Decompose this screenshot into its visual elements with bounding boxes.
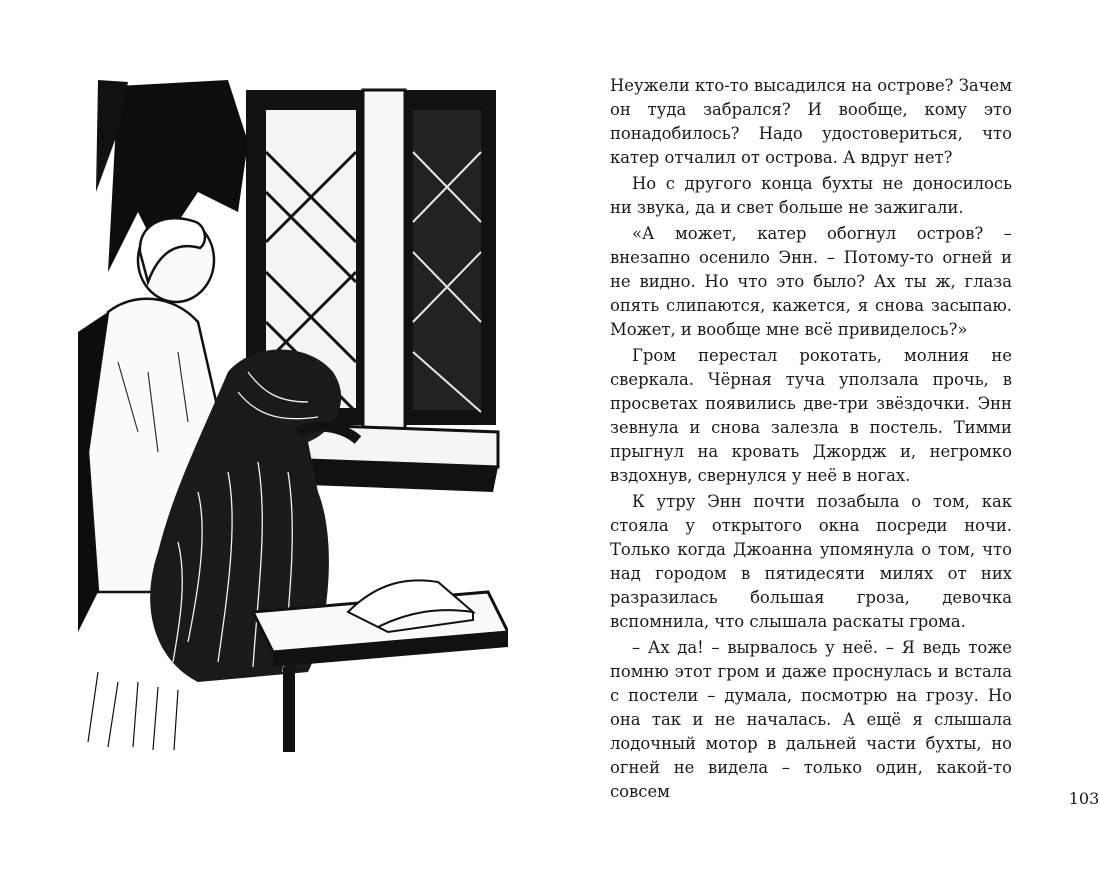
text-column — [610, 74, 1012, 804]
paragraph: Гром перестал рокотать, молния не сверкала. Чёрная туча уползала прочь, в просветах появились две-три звёздочки. Энн зевнула и снова залезла в постель. Тимми прыгнул на кровать Джордж и, негромко вздохнув, свернулся у неё в ногах. — [610, 345, 1012, 485]
page-number-row — [0, 789, 1100, 808]
paragraph: Неужели кто-то высадился на острове? Зачем он туда забрался? И вообще, кому это понадобилось? Надо удостовериться, что катер отчалил от острова. А вдруг нет? — [610, 76, 1012, 168]
page-number: 103 — [1068, 789, 1100, 808]
paragraph: «А может, катер обогнул остров? – внезапно осенило Энн. – Потому-то огней и не видно. Но что это было? Ах ты ж, глаза опять слипаются, кажется, я снова засыпаю. Может, и вообще мне всё привиделось?» — [610, 223, 1012, 339]
illustration-girl-and-dog-at-window — [78, 72, 508, 752]
paragraph: К утру Энн почти позабыла о том, как стояла у открытого окна посреди ночи. Только когда Джоанна упомянула о том, что над городом в пятидесяти милях от них разразилась большая гроза, девочка вспомнила, что слышала раскаты грома. — [610, 491, 1012, 632]
paragraph: – Ах да! – вырвалось у неё. – Я ведь тоже помню этот гром и даже проснулась и встала с постели – думала, посмотрю на грозу. Но она так и не началась. А ещё я слышала лодочный мотор в дальней части бухты, но огней не видела – только один, какой-то совсем — [610, 637, 1012, 802]
paragraph: Но с другого конца бухты не доносилось ни звука, да и свет больше не зажигали. — [610, 173, 1012, 217]
